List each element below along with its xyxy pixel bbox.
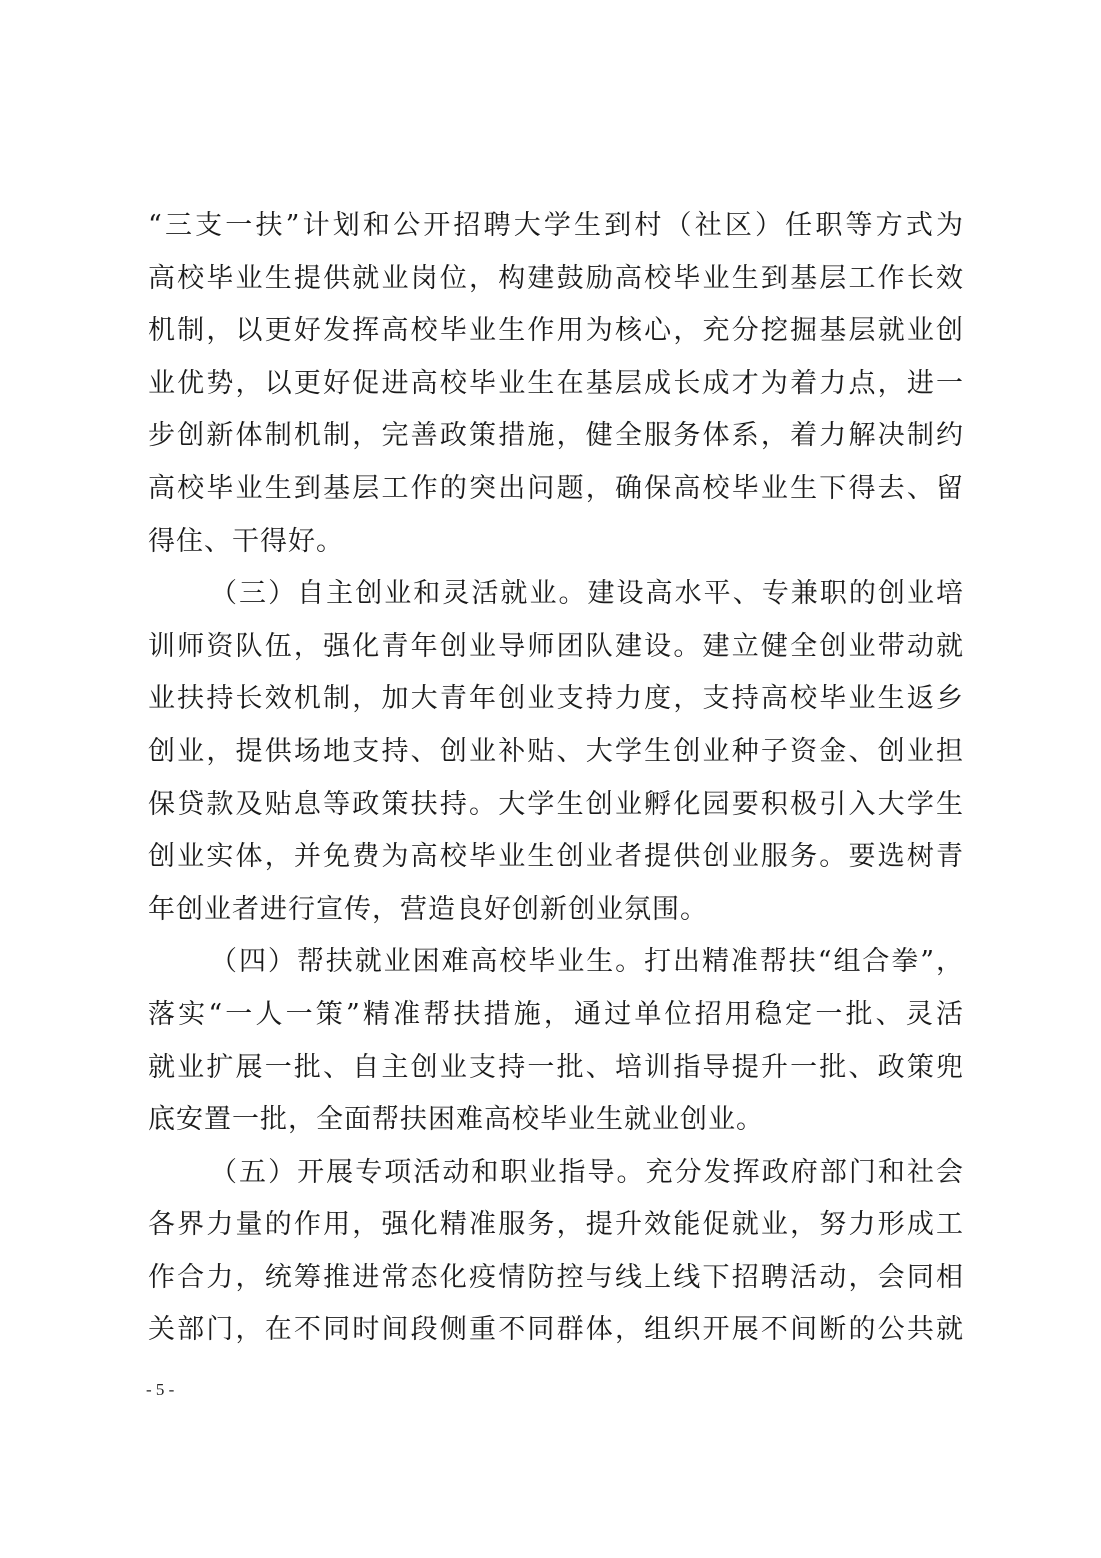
text-line: 各界力量的作用，强化精准服务，提升效能促就业，努力形成工 bbox=[148, 1209, 964, 1241]
text-line: 保贷款及贴息等政策扶持。大学生创业孵化园要积极引入大学生 bbox=[148, 788, 964, 820]
text-line: 底安置一批，全面帮扶困难高校毕业生就业创业。 bbox=[148, 1104, 764, 1136]
section-heading-line: （四）帮扶就业困难高校毕业生。打出精准帮扶“组合拳”， bbox=[210, 946, 964, 978]
text-line: 高校毕业生到基层工作的突出问题，确保高校毕业生下得去、留 bbox=[148, 472, 964, 504]
text-line: “三支一扶”计划和公开招聘大学生到村（社区）任职等方式为 bbox=[148, 210, 964, 241]
text-line: 作合力，统筹推进常态化疫情防控与线上线下招聘活动，会同相 bbox=[148, 1261, 964, 1293]
text-line: 机制，以更好发挥高校毕业生作用为核心，充分挖掘基层就业创 bbox=[148, 315, 964, 347]
text-line: 业扶持长效机制，加大青年创业支持力度，支持高校毕业生返乡 bbox=[148, 683, 964, 715]
text-line: 就业扩展一批、自主创业支持一批、培训指导提升一批、政策兜 bbox=[148, 1051, 964, 1083]
text-line: 落实“一人一策”精准帮扶措施，通过单位招用稳定一批、灵活 bbox=[148, 998, 964, 1030]
text-line: 训师资队伍，强化青年创业导师团队建设。建立健全创业带动就 bbox=[148, 630, 964, 662]
text-line: 年创业者进行宣传，营造良好创新创业氛围。 bbox=[148, 893, 708, 925]
text-line: 得住、干得好。 bbox=[148, 525, 344, 557]
section-heading-line: （五）开展专项活动和职业指导。充分发挥政府部门和社会 bbox=[210, 1156, 964, 1188]
page-number: - 5 - bbox=[146, 1380, 175, 1399]
text-line: 步创新体制机制，完善政策措施，健全服务体系，着力解决制约 bbox=[148, 420, 964, 452]
text-line: 关部门，在不同时间段侧重不同群体，组织开展不间断的公共就 bbox=[148, 1314, 964, 1346]
text-line: 创业，提供场地支持、创业补贴、大学生创业种子资金、创业担 bbox=[148, 735, 964, 767]
text-line: 高校毕业生提供就业岗位，构建鼓励高校毕业生到基层工作长效 bbox=[148, 262, 964, 294]
text-line: 创业实体，并免费为高校毕业生创业者提供创业服务。要选树青 bbox=[148, 841, 964, 873]
text-line: 业优势，以更好促进高校毕业生在基层成长成才为着力点，进一 bbox=[148, 367, 964, 399]
section-heading-line: （三）自主创业和灵活就业。建设高水平、专兼职的创业培 bbox=[210, 578, 964, 610]
body-text bbox=[148, 200, 964, 1357]
